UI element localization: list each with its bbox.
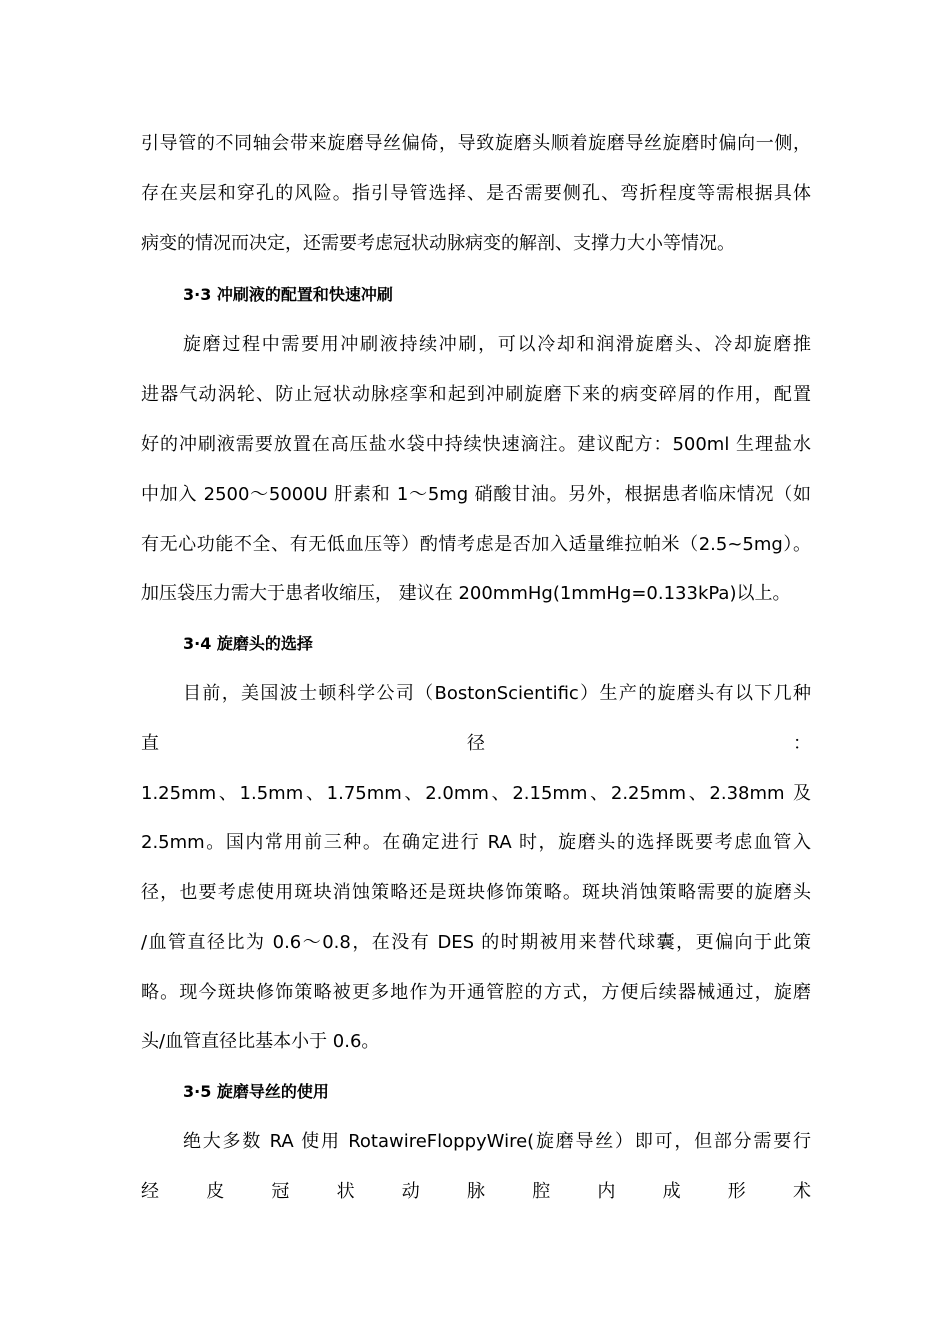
paragraph-line: 径，也要考虑使用斑块消蚀策略还是斑块修饰策略。斑块消蚀策略需要的旋磨头 — [141, 882, 811, 903]
paragraph-line: 经 皮 冠 状 动 脉 腔 内 成 形 术 — [141, 1181, 811, 1202]
paragraph-line: 1.25mm、1.5mm、1.75mm、2.0mm、2.15mm、2.25mm、2.38mm 及 — [141, 783, 811, 804]
paragraph-line: 2.5mm。国内常用前三种。在确定进行 RA 时，旋磨头的选择既要考虑血管入 — [141, 832, 811, 853]
paragraph-line: 直 径 ： — [141, 733, 811, 754]
paragraph-line: 好的冲刷液需要放置在高压盐水袋中持续快速滴注。建议配方：500ml 生理盐水 — [141, 434, 811, 455]
paragraph-line: /血管直径比为 0.6～0.8，在没有 DES 的时期被用来替代球囊，更偏向于此策 — [141, 932, 811, 953]
paragraph-line: 略。现今斑块修饰策略被更多地作为开通管腔的方式，方便后续器械通过，旋磨 — [141, 982, 811, 1003]
paragraph-line: 旋磨过程中需要用冲刷液持续冲刷，可以冷却和润滑旋磨头、冷却旋磨推 — [183, 334, 811, 355]
paragraph-line: 有无心功能不全、有无低血压等）酌情考虑是否加入适量维拉帕米（2.5~5mg）。 — [141, 534, 811, 555]
paragraph-line: 目前，美国波士顿科学公司（BostonScientific）生产的旋磨头有以下几种 — [183, 683, 811, 704]
paragraph-line: 绝大多数 RA 使用 RotawireFloppyWire(旋磨导丝）即可，但部分需要行 — [183, 1131, 811, 1152]
section-heading-3-3: 3·3 冲刷液的配置和快速冲刷 — [183, 285, 393, 304]
paragraph-line: 头/血管直径比基本小于 0.6。 — [141, 1031, 380, 1052]
paragraph-line: 进器气动涡轮、防止冠状动脉痉挛和起到冲刷旋磨下来的病变碎屑的作用，配置 — [141, 384, 811, 405]
section-heading-3-4: 3·4 旋磨头的选择 — [183, 634, 313, 653]
paragraph-line: 加压袋压力需大于患者收缩压， 建议在 200mmHg(1mmHg=0.133kPa)以上。 — [141, 583, 791, 604]
paragraph-line: 病变的情况而决定，还需要考虑冠状动脉病变的解剖、支撑力大小等情况。 — [141, 233, 735, 254]
paragraph-line: 中加入 2500～5000U 肝素和 1～5mg 硝酸甘油。另外，根据患者临床情况（如 — [141, 484, 811, 505]
paragraph-line: 引导管的不同轴会带来旋磨导丝偏倚，导致旋磨头顺着旋磨导丝旋磨时偏向一侧， — [141, 133, 811, 154]
paragraph-line: 存在夹层和穿孔的风险。指引导管选择、是否需要侧孔、弯折程度等需根据具体 — [141, 183, 811, 204]
section-heading-3-5: 3·5 旋磨导丝的使用 — [183, 1082, 329, 1101]
